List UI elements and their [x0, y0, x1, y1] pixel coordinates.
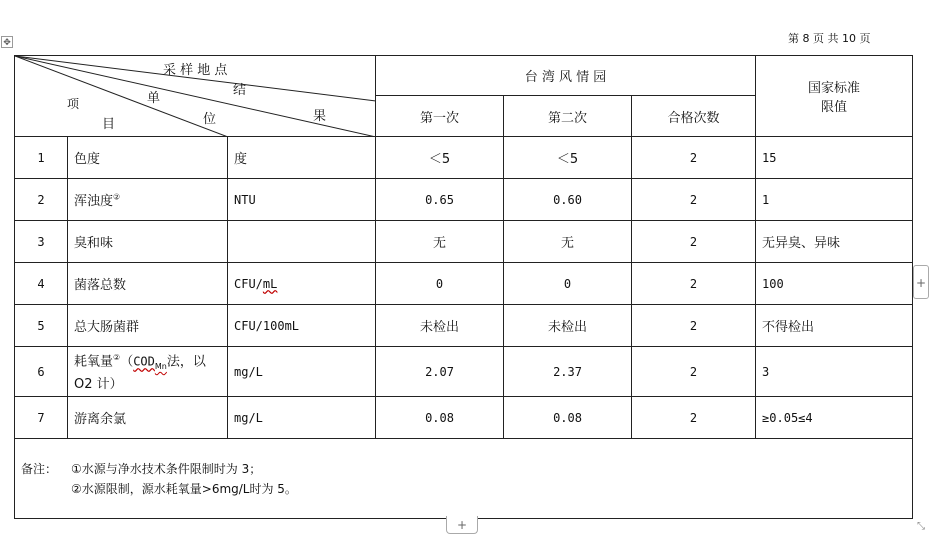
- unit-label-2: 位: [203, 112, 217, 127]
- remarks-label: 备注：: [21, 461, 58, 476]
- table-cell: 未检出: [504, 305, 632, 347]
- table-cell: mg/L: [228, 347, 376, 397]
- table-cell: ＜5: [504, 137, 632, 179]
- table-cell: [228, 221, 376, 263]
- add-row-button[interactable]: +: [446, 516, 478, 534]
- cell-text: （: [120, 354, 134, 370]
- table-cell: 游离余氯: [68, 397, 228, 439]
- cell-text: 国家标准: [808, 81, 861, 96]
- table-cell: [228, 263, 376, 305]
- table-cell: 2.37: [504, 347, 632, 397]
- result-label-2: 果: [313, 109, 327, 124]
- passes-header: 合格次数: [632, 96, 756, 137]
- site-header: [376, 56, 756, 96]
- table-cell: 2.07: [376, 347, 504, 397]
- table-cell: 色度: [68, 137, 228, 179]
- table-cell: 1: [756, 179, 913, 221]
- table-move-handle[interactable]: ✥: [1, 36, 13, 48]
- table-cell: 3: [15, 221, 68, 263]
- remarks-cell: [15, 439, 913, 519]
- table-cell: 7: [15, 397, 68, 439]
- table-cell: 0: [504, 263, 632, 305]
- table-cell: 不得检出: [756, 305, 913, 347]
- table-row: [15, 305, 913, 347]
- table-cell: 菌落总数: [68, 263, 228, 305]
- table-cell: 2: [15, 179, 68, 221]
- cell-text: ②: [113, 353, 121, 363]
- cell-text: 浑浊度: [74, 194, 114, 209]
- diagonal-header-cell: [15, 56, 376, 137]
- table-cell: [68, 179, 228, 221]
- cell-text: COD: [133, 354, 155, 369]
- cell-text: CFU/: [234, 276, 263, 291]
- table-cell: 100: [756, 263, 913, 305]
- sampling-site-label: 采 样 地 点: [163, 63, 228, 78]
- table-cell: 臭和味: [68, 221, 228, 263]
- table-cell: 6: [15, 347, 68, 397]
- unit-label-1: 单: [147, 91, 161, 106]
- cell-text: [71, 459, 297, 499]
- table-cell: 0.08: [504, 397, 632, 439]
- table-cell: NTU: [228, 179, 376, 221]
- add-column-button[interactable]: +: [913, 265, 929, 299]
- limit-header: [756, 56, 913, 137]
- cell-text: Mn: [154, 361, 167, 371]
- cell-text: 限值: [821, 100, 848, 115]
- table-cell: 3: [756, 347, 913, 397]
- second-header: 第二次: [504, 96, 632, 137]
- table-cell: 15: [756, 137, 913, 179]
- table-cell: 2: [632, 179, 756, 221]
- table-resize-handle[interactable]: ⤡: [917, 521, 925, 532]
- table-row: [15, 137, 913, 179]
- page-number: 第 8 页 共 10 页: [788, 32, 871, 45]
- cell-text: [21, 459, 906, 499]
- table-cell: 2: [632, 221, 756, 263]
- table-cell: [68, 347, 228, 397]
- cell-text: ②: [113, 192, 121, 202]
- table-cell: 2: [632, 137, 756, 179]
- cell-text: mL: [262, 276, 278, 291]
- cell-text: 台 湾 风 情 园: [524, 70, 607, 85]
- water-quality-table: [14, 55, 913, 519]
- item-label-1: 项: [67, 97, 80, 111]
- table-row: [15, 397, 913, 439]
- table-cell: CFU/100mL: [228, 305, 376, 347]
- header-row-1: [15, 56, 913, 96]
- table-cell: 无异臭、异味: [756, 221, 913, 263]
- remarks-line-1: ①水源与净水技术条件限制时为 3；: [71, 461, 262, 476]
- table-cell: ≥0.05≤4: [756, 397, 913, 439]
- result-label-1: 结: [233, 83, 247, 98]
- table-cell: 总大肠菌群: [68, 305, 228, 347]
- table-cell: 2: [632, 347, 756, 397]
- cell-text: O2 计）: [74, 376, 123, 392]
- table-cell: ＜5: [376, 137, 504, 179]
- remarks-row: [15, 439, 913, 519]
- table-cell: mg/L: [228, 397, 376, 439]
- item-label-2: 目: [102, 117, 116, 132]
- first-header: 第一次: [376, 96, 504, 137]
- table-row: [15, 179, 913, 221]
- remarks-line-2: ②水源限制，源水耗氧量>6mg/L时为 5。: [71, 481, 297, 496]
- table-cell: 未检出: [376, 305, 504, 347]
- table-cell: 2: [632, 263, 756, 305]
- cell-text: 耗氧量: [74, 354, 114, 370]
- table-cell: 0: [376, 263, 504, 305]
- table-cell: 2: [632, 305, 756, 347]
- table-cell: 4: [15, 263, 68, 305]
- table-cell: 无: [376, 221, 504, 263]
- table-cell: 0.08: [376, 397, 504, 439]
- table-cell: 2: [632, 397, 756, 439]
- cell-text: 法，以: [166, 354, 206, 370]
- table-cell: 5: [15, 305, 68, 347]
- table-row: [15, 221, 913, 263]
- table-cell: 无: [504, 221, 632, 263]
- table-cell: 0.65: [376, 179, 504, 221]
- table-row: [15, 347, 913, 397]
- table-row: [15, 263, 913, 305]
- table-cell: 0.60: [504, 179, 632, 221]
- table-cell: 1: [15, 137, 68, 179]
- table-cell: 度: [228, 137, 376, 179]
